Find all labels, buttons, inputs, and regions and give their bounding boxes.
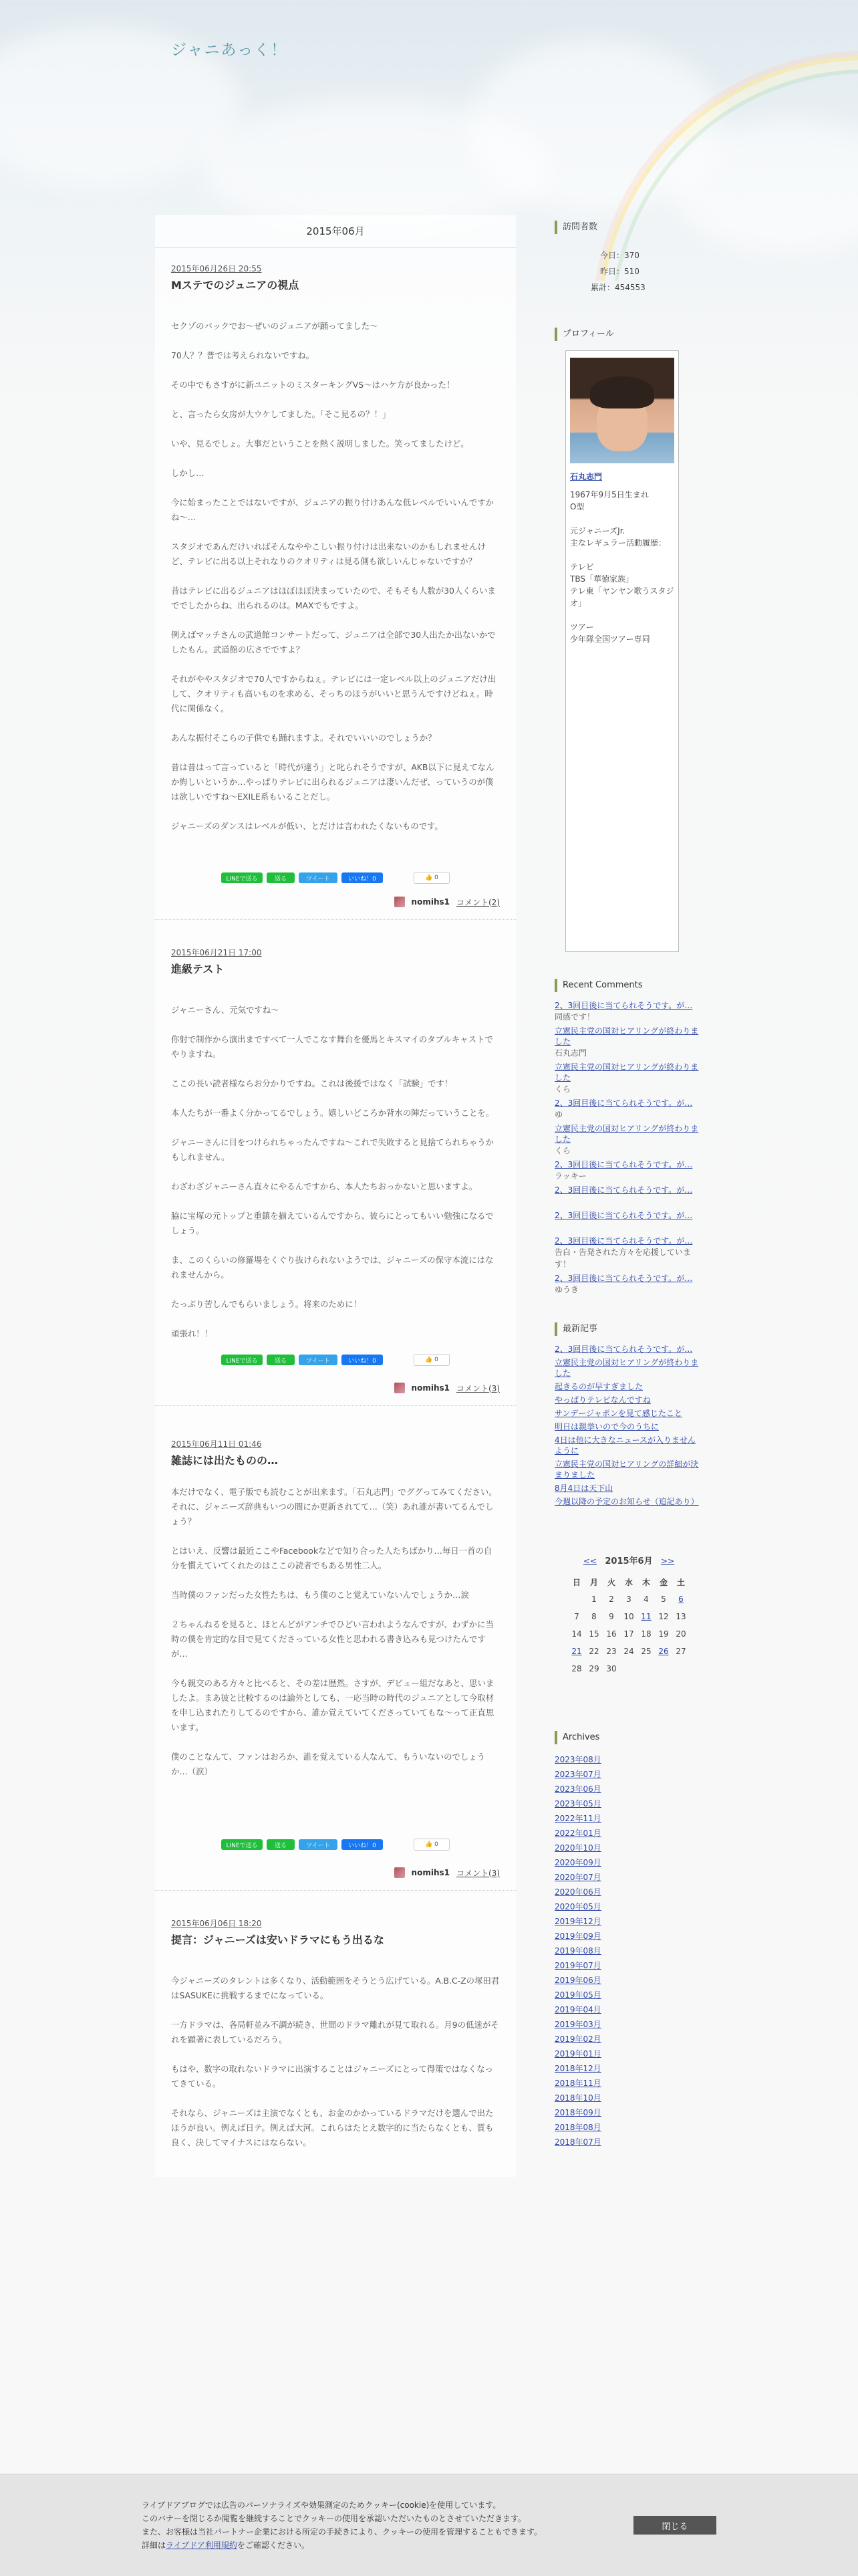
tweet-button[interactable]: ツイート [299,1839,337,1850]
post-title[interactable]: 進級テスト [171,963,225,975]
calendar-day: 17 [623,1629,634,1639]
list-item [555,1000,703,1023]
archive-link[interactable]: 2018年09月 [555,2108,601,2117]
archive-link[interactable]: 2018年12月 [555,2064,601,2073]
calendar-day: 25 [641,1647,652,1656]
recent-post-link[interactable]: 明日は親挙いので今のうちに [555,1422,660,1431]
post-paragraph: 脇に宝塚の元トップと重鎮を揃えているんですから、彼らにとってもいい勉強になるでしょう。 [171,1211,494,1236]
post-paragraph: 今ジャニーズのタレントは多くなり、活動範囲をそうとう広げている。A.B.C-Zの塚田君はSASUKEに挑戦するまでになっている。 [171,1976,500,2000]
terms-link[interactable]: ライブドア利用規約 [166,2541,237,2550]
post-paragraph: とはいえ、反響は最近ここやFacebookなどで知り合った人たちばかり…毎日一首の自分を慣えていてくれたのはここの読者でもある男性二人。 [171,1546,492,1570]
calendar-next-link[interactable]: >> [661,1556,675,1566]
cookie-line: また、お客様は当社パートナー企業における所定の手続きにより、クッキーの使用を管理することもできます。 [142,2527,543,2537]
cookie-details [142,2539,623,2552]
profile-details [570,489,674,645]
calendar-day: 5 [661,1595,666,1604]
calendar-weekday: 金 [659,1577,668,1587]
author-avatar [394,897,405,907]
archive-link[interactable]: 2019年02月 [555,2034,601,2044]
post-paragraph: 本だけでなく、電子版でも読むことが出来ます。「石丸志門」でググってみてください。それに、ジャニーズ辞典もいつの間にか更新されてて…（笑）あれ誰が書いてるんでしょう？ [171,1487,497,1526]
share-buttons [171,1353,500,1367]
calendar-weekday: 火 [607,1577,615,1587]
archive-link[interactable]: 2018年10月 [555,2093,601,2103]
recent-post-link[interactable]: 8月4日は天下山 [555,1484,613,1493]
visits-today: 今日：370 [600,251,639,260]
profile-line: 少年隊全国ツアー専同 [570,634,650,644]
list-item [555,1098,703,1121]
post-paragraph: その中でもさすがに新ユニットのミスターキングVS〜はハケ方が良かった！ [171,380,455,390]
archive-link[interactable]: 2022年11月 [555,1814,601,1823]
line-share-button[interactable]: LINEで送る [221,1355,263,1365]
recent-post-link[interactable]: 4日は他に大きなニュースが入りませんように [555,1435,696,1455]
post-paragraph: ２ちゃんねるを見ると、ほとんどがアンチでひどい言われようなんですが、わずかに当時の僕を肯定的な目で見てくださっている女性と思われる書き込みも見つけたんですが… [171,1619,494,1659]
author-name[interactable]: nomihs1 [411,897,450,907]
line-share-button[interactable]: LINEで送る [221,872,263,883]
visits-total: 累計：454553 [591,283,646,292]
calendar-day-link[interactable]: 6 [678,1595,684,1604]
calendar-day: 24 [623,1647,634,1656]
post-title[interactable]: Mステでのジュニアの視点 [171,279,299,291]
author-name[interactable]: nomihs1 [411,1868,450,1877]
site-title[interactable]: ジャニあっく！ [171,41,288,59]
archive-link[interactable]: 2019年04月 [555,2005,601,2014]
profile-line: 元ジャニーズJr. [570,526,625,536]
calendar-day: 18 [641,1629,652,1639]
like-count: 0 [434,874,438,881]
calendar-day: 7 [574,1612,579,1621]
comment-post-link[interactable]: 立憲民主党の国対ヒアリングが終わりました [555,1026,699,1046]
recent-post-link[interactable]: 立憲民主党の国対ヒアリングの詳細が決まりました [555,1459,699,1480]
calendar-day: 3 [626,1595,631,1604]
post-paragraph: ここの長い読者様ならお分かりですね。これは後援ではなく「試験」です！ [171,1078,453,1088]
post-paragraph: 昔は昔はって言っていると「時代が違う」と叱られそうですが、AKB以下に見えてなんか悔しいというか…やっぱりテレビに出られるジュニアは凄いんだぜ、っていうのが僕は欲しいですね〜EXILE系もいることだし。 [171,762,494,802]
profile-box [565,350,679,952]
post-date[interactable]: 2015年06月26日 20:55 [171,264,262,273]
post-body [171,319,500,834]
post-paragraph: それがややスタジオで70人ですからねぇ。テレビには一定レベル以上のジュニアだけ出して、クオリティも高いものを求める、そっちのほうがいいと思うんですけどねぇ。時代に関係なく。 [171,674,496,713]
profile-line: O型 [570,502,585,511]
post-paragraph: 今に始まったことではないですが、ジュニアの振り付けあんな低レベルでいいんですかね〜… [171,497,494,522]
profile-photo [570,358,674,463]
post-paragraph: セクゾのバックでお〜ぜいのジュニアが踊ってました〜 [171,321,378,331]
commenter-name: 同感です！ [555,1012,595,1022]
line-mini-button[interactable]: 送る [267,1355,295,1365]
calendar-month: 2015年6月 [605,1556,653,1566]
calendar-weekday: 土 [676,1577,685,1587]
calendar-day: 20 [676,1629,686,1639]
calendar-day [620,1660,637,1677]
post-paragraph: ジャニーさん、元気ですね〜 [171,1005,279,1015]
calendar-day: 27 [676,1647,686,1656]
profile-line: ツアー [570,622,594,632]
cookie-line: ライブドアブログでは広告のパーソナライズや効果測定のためクッキー(cookie)を使用しています。 [142,2500,501,2510]
calendar-day: 9 [609,1612,614,1621]
comment-post-link[interactable]: 2、3回目後に当てられそうです。が… [555,1098,693,1108]
comment-post-link[interactable]: 2、3回目後に当てられそうです。が… [555,1211,693,1220]
post-paragraph: たっぷり苦しんでもらいましょう。将来のために！ [171,1299,362,1309]
comments-link[interactable]: コメント(3) [456,1868,500,1878]
archive-link[interactable]: 2019年03月 [555,2020,601,2029]
list-item [555,1210,703,1221]
archive-link[interactable]: 2019年09月 [555,1931,601,1941]
calendar-day: 13 [676,1612,686,1621]
post-body [171,1485,500,1779]
calendar-day[interactable] [568,1643,585,1660]
sidebar [555,221,703,2149]
line-share-button[interactable]: LINEで送る [221,1839,263,1850]
list-item [555,1273,703,1296]
cookie-details-prefix: 詳細は [142,2541,166,2550]
calendar-weekday: 水 [624,1577,633,1587]
post-meta [171,894,500,910]
post-paragraph: 当時僕のファンだった女性たちは、もう僕のこと覚えていないんでしょうか…涙 [171,1590,469,1600]
calendar-day [655,1660,672,1677]
blog-like-button[interactable] [414,1839,450,1851]
post-paragraph: 頑張れ！！ [171,1328,212,1338]
comment-post-link[interactable]: 2、3回目後に当てられそうです。が… [555,1274,693,1283]
post-paragraph: それなら、ジャニーズは主演でなくとも、お金のかかっているドラマだけを選んで出たほうが良い。例えば日テ。例えば大河。これらはたとえ数字的に当たらなくとも、質も良く、決してマイナスにはならない。 [171,2108,494,2147]
calendar-day-link[interactable]: 11 [641,1612,652,1621]
archive-link[interactable]: 2020年09月 [555,1858,601,1867]
calendar-day[interactable] [672,1591,690,1608]
recent-post-link[interactable]: 2、3回目後に当てられそうです。が… [555,1344,693,1354]
like-count: 0 [434,1357,438,1363]
comment-post-link[interactable]: 立憲民主党の国対ヒアリングが終わりました [555,1124,699,1144]
list-item [555,1062,703,1095]
calendar-weekday: 日 [572,1577,581,1587]
post-paragraph: あんな振付そこらの子供でも踊れますよ。それでいいいのでしょうか？ [171,733,436,743]
blog-post [155,1406,516,1881]
calendar-day-link[interactable]: 21 [571,1647,582,1656]
calendar-day: 16 [606,1629,617,1639]
archive-link[interactable]: 2023年06月 [555,1784,601,1794]
calendar-day [637,1660,655,1677]
post-paragraph: 一方ドラマは、各局軒並み不調が続き、世間のドラマ離れが見て取れる。月9の低迷がそれを顕著に表しているだろう。 [171,2020,499,2044]
post-body [171,1974,500,2150]
commenter-name: ゆ [555,1110,563,1119]
archive-link[interactable]: 2019年06月 [555,1976,601,1985]
recent-comments-title: Recent Comments [555,979,703,992]
commenter-name: 告白・告発された方々を応援しています！ [555,1248,692,1269]
recent-post-link[interactable]: 起きるのが早すぎました [555,1382,644,1391]
thumbs-up-icon: 👍 [425,874,435,881]
tweet-button[interactable]: ツイート [299,1355,337,1365]
archive-link[interactable]: 2018年07月 [555,2137,601,2147]
facebook-like-button[interactable]: いいね！0 [341,872,383,883]
commenter-name: ゆうき [555,1285,579,1294]
archive-link[interactable]: 2023年08月 [555,1755,601,1764]
calendar-prev-link[interactable]: << [583,1556,597,1566]
visits-yesterday: 昨日：510 [600,267,639,276]
facebook-like-button[interactable]: いいね！0 [341,1839,383,1850]
calendar-day: 19 [658,1629,669,1639]
post-paragraph: 本人たちが一番よく分かってるでしょう。嬉しいどころか背水の陣だっていうことを。 [171,1108,494,1118]
archive-link[interactable]: 2023年07月 [555,1770,601,1779]
recent-post-link[interactable]: サンデージャポンを見て感じたこと [555,1409,682,1418]
post-paragraph: わざわざジャニーさん直々にやるんですから、本人たちおっかないと思いますよ。 [171,1181,478,1191]
calendar-day [672,1660,690,1677]
blog-post [155,1891,516,2177]
commenter-name: くら [555,1146,571,1155]
profile-line: TBS「華徳家族」 [570,574,633,584]
comment-post-link[interactable]: 2、3回目後に当てられそうです。が… [555,1236,693,1246]
visits-counter [555,247,703,296]
profile-line: 主なレギュラー活動履歴： [570,538,667,548]
blog-like-button[interactable] [414,872,450,884]
post-date[interactable]: 2015年06月11日 01:46 [171,1439,262,1449]
post-paragraph: しかし… [171,468,204,478]
share-buttons [171,871,500,885]
month-heading: 2015年06月 [155,215,516,248]
comments-link[interactable]: コメント(3) [456,1383,500,1393]
calendar-day: 2 [609,1595,614,1604]
tweet-button[interactable]: ツイート [299,872,337,883]
post-paragraph: ジャニーズのダンスはレベルが低い、とだけは言われたくないものです。 [171,821,443,831]
calendar-day: 8 [591,1612,597,1621]
post-paragraph: ま、このくらいの修羅場をくぐり抜けられないようでは、ジャニーズの保守本流にはなれませんから。 [171,1255,494,1280]
post-paragraph: 例えばマッチさんの武道館コンサートだって、ジュニアは全部で30人出たか出ないかでしたもん。武道館の広さでですよ？ [171,630,496,655]
post-date[interactable]: 2015年06月21日 17:00 [171,948,262,957]
comment-post-link[interactable]: 2、3回目後に当てられそうです。が… [555,1160,693,1169]
commenter-name: 石丸志門 [555,1048,587,1058]
post-paragraph: 昔はテレビに出るジュニアはほぼほぼ決まっていたので、そもそも人数が30人くらいまででしたからね、出られるのは。MAXでもですよ。 [171,586,496,610]
calendar-day: 12 [658,1612,669,1621]
calendar-nav [555,1554,703,1566]
archive-link[interactable]: 2018年11月 [555,2079,601,2088]
author-avatar [394,1383,405,1393]
author-name[interactable]: nomihs1 [411,1383,450,1393]
archive-link[interactable]: 2020年10月 [555,1843,601,1853]
profile-widget-title: プロフィール [555,328,703,341]
archives-list [555,1752,703,2149]
comment-post-link[interactable]: 立憲民主党の国対ヒアリングが終わりました [555,1062,699,1082]
blog-post [155,248,516,910]
cookie-banner [0,2474,858,2576]
post-date[interactable]: 2015年06月06日 18:20 [171,1919,262,1928]
archive-link[interactable]: 2019年08月 [555,1946,601,1956]
archive-link[interactable]: 2019年07月 [555,1961,601,1970]
calendar-table [568,1573,690,1677]
post-paragraph: 70人？？普では考えられないですね。 [171,350,315,360]
author-avatar [394,1867,405,1878]
post-title[interactable]: 提言：ジャニーズは安いドラマにもう出るな [171,1934,384,1946]
cookie-details-suffix: をご確認ください。 [237,2541,309,2550]
comment-post-link[interactable]: 2、3回目後に当てられそうです。が… [555,1185,693,1195]
cookie-close-button[interactable]: 閉じる [633,2516,716,2535]
profile-line: 1967年9月5日生まれ [570,490,649,499]
archive-link[interactable]: 2022年01月 [555,1829,601,1838]
calendar-day: 30 [606,1664,617,1673]
blog-post [155,920,516,1396]
calendar-day: 28 [571,1664,582,1673]
post-meta [171,1380,500,1396]
calendar-day-link[interactable]: 26 [658,1647,669,1656]
commenter-name: ラッキー [555,1171,587,1181]
archive-link[interactable]: 2020年05月 [555,1902,601,1911]
archives-title: Archives [555,1731,703,1744]
post-title[interactable]: 雑誌には出たものの… [171,1454,279,1467]
facebook-like-button[interactable]: いいね！0 [341,1355,383,1365]
post-paragraph: と、言ったら女房が大ウケしてました。「そこ見るの？！」 [171,409,391,419]
calendar-day: 29 [589,1664,599,1673]
calendar-weekday: 月 [589,1577,598,1587]
post-paragraph: ジャニーさんに目をつけられちゃったんですね〜これで失敗すると見捨てられちゃうかもしれません。 [171,1137,494,1162]
archive-link[interactable]: 2020年06月 [555,1887,601,1897]
list-item [555,1159,703,1182]
recent-posts-list [555,1344,703,1507]
post-paragraph: 今も親交のある方々と比べると、その差は歴然。さすが、デビュー組だなあと、思いましたよ。まあ彼と比較するのは論外としても、一応当時の時代のジュニアとして今取材を申し込まれたりしてるのですから、誰か覚えていてくださっていてもな〜って正直思います。 [171,1678,494,1732]
archive-link[interactable]: 2018年08月 [555,2123,601,2132]
calendar-day [568,1591,585,1608]
post-body [171,1003,500,1341]
calendar-widget [555,1554,703,1677]
list-item [555,1026,703,1059]
calendar-day: 1 [591,1595,597,1604]
calendar-weekday: 木 [641,1577,650,1587]
calendar-day: 15 [589,1629,599,1639]
cookie-line: このバナーを閉じるか閲覧を継続することでクッキーの使用を承認いただいたものとさせていただきます。 [142,2514,527,2523]
calendar-day: 23 [606,1647,617,1656]
calendar-day: 10 [623,1612,634,1621]
line-mini-button[interactable]: 送る [267,1839,295,1850]
comments-link[interactable]: コメント(2) [456,897,500,907]
calendar-day[interactable] [655,1643,672,1660]
post-paragraph: 僕のことなんて、ファンはおろか、誰を覚えている人なんて、もういないのでしょうか…（涙） [171,1752,486,1776]
post-paragraph: 你射で制作から演出まですべて一人でこなす舞台を優馬とキスマイのタブルキャストでやりますね。 [171,1034,493,1059]
thumbs-up-icon: 👍 [425,1357,435,1363]
main-column [155,215,516,2177]
archive-link[interactable]: 2019年12月 [555,1917,601,1926]
post-paragraph: スタジオであんだけいればそんなややこしい振り付けは出来ないのかもしれませんけど、テレビに出る以上それなりのクオリティは見る側も欲しいんじゃないですか？ [171,542,486,566]
visits-widget-title: 訪問者数 [555,221,703,234]
recent-posts-title: 最新記事 [555,1322,703,1336]
recent-post-link[interactable]: 今週以降の予定のお知らせ（追記あり） [555,1497,699,1506]
share-buttons [171,1838,500,1851]
commenter-name: くら [555,1084,571,1094]
calendar-day[interactable] [637,1608,655,1625]
profile-name[interactable]: 石丸志門 [570,472,603,481]
archive-link[interactable]: 2023年05月 [555,1799,601,1808]
thumbs-up-icon: 👍 [425,1841,435,1848]
archive-link[interactable]: 2020年07月 [555,1873,601,1882]
calendar-day: 14 [571,1629,582,1639]
recent-comments-list [555,1000,703,1296]
calendar-day: 4 [644,1595,649,1604]
profile-line: テレビ [570,562,594,572]
archive-link[interactable]: 2019年05月 [555,1990,601,2000]
list-item [555,1185,703,1195]
profile-line: テレ東「ヤンヤン歌うスタジオ」 [570,586,674,608]
recent-post-link[interactable]: やっぱりテレビなんですね [555,1395,651,1405]
comment-post-link[interactable]: 2、3回目後に当てられそうです。が… [555,1001,693,1010]
cookie-text [142,2498,623,2552]
recent-post-link[interactable]: 立憲民主党の国対ヒアリングが終わりました [555,1358,699,1378]
post-paragraph: もはや、数字の取れないドラマに出演することはジャニーズにとって得策ではなくなってきている。 [171,2064,493,2089]
blog-like-button[interactable] [414,1354,450,1366]
list-item [555,1123,703,1157]
calendar-day: 22 [589,1647,599,1656]
like-count: 0 [434,1841,438,1848]
line-mini-button[interactable]: 送る [267,872,295,883]
archive-link[interactable]: 2019年01月 [555,2049,601,2059]
post-paragraph: いや、見るでしょ。大事だということを熱く説明しました。笑ってましたけど。 [171,439,469,449]
list-item [555,1236,703,1270]
post-meta [171,1865,500,1881]
